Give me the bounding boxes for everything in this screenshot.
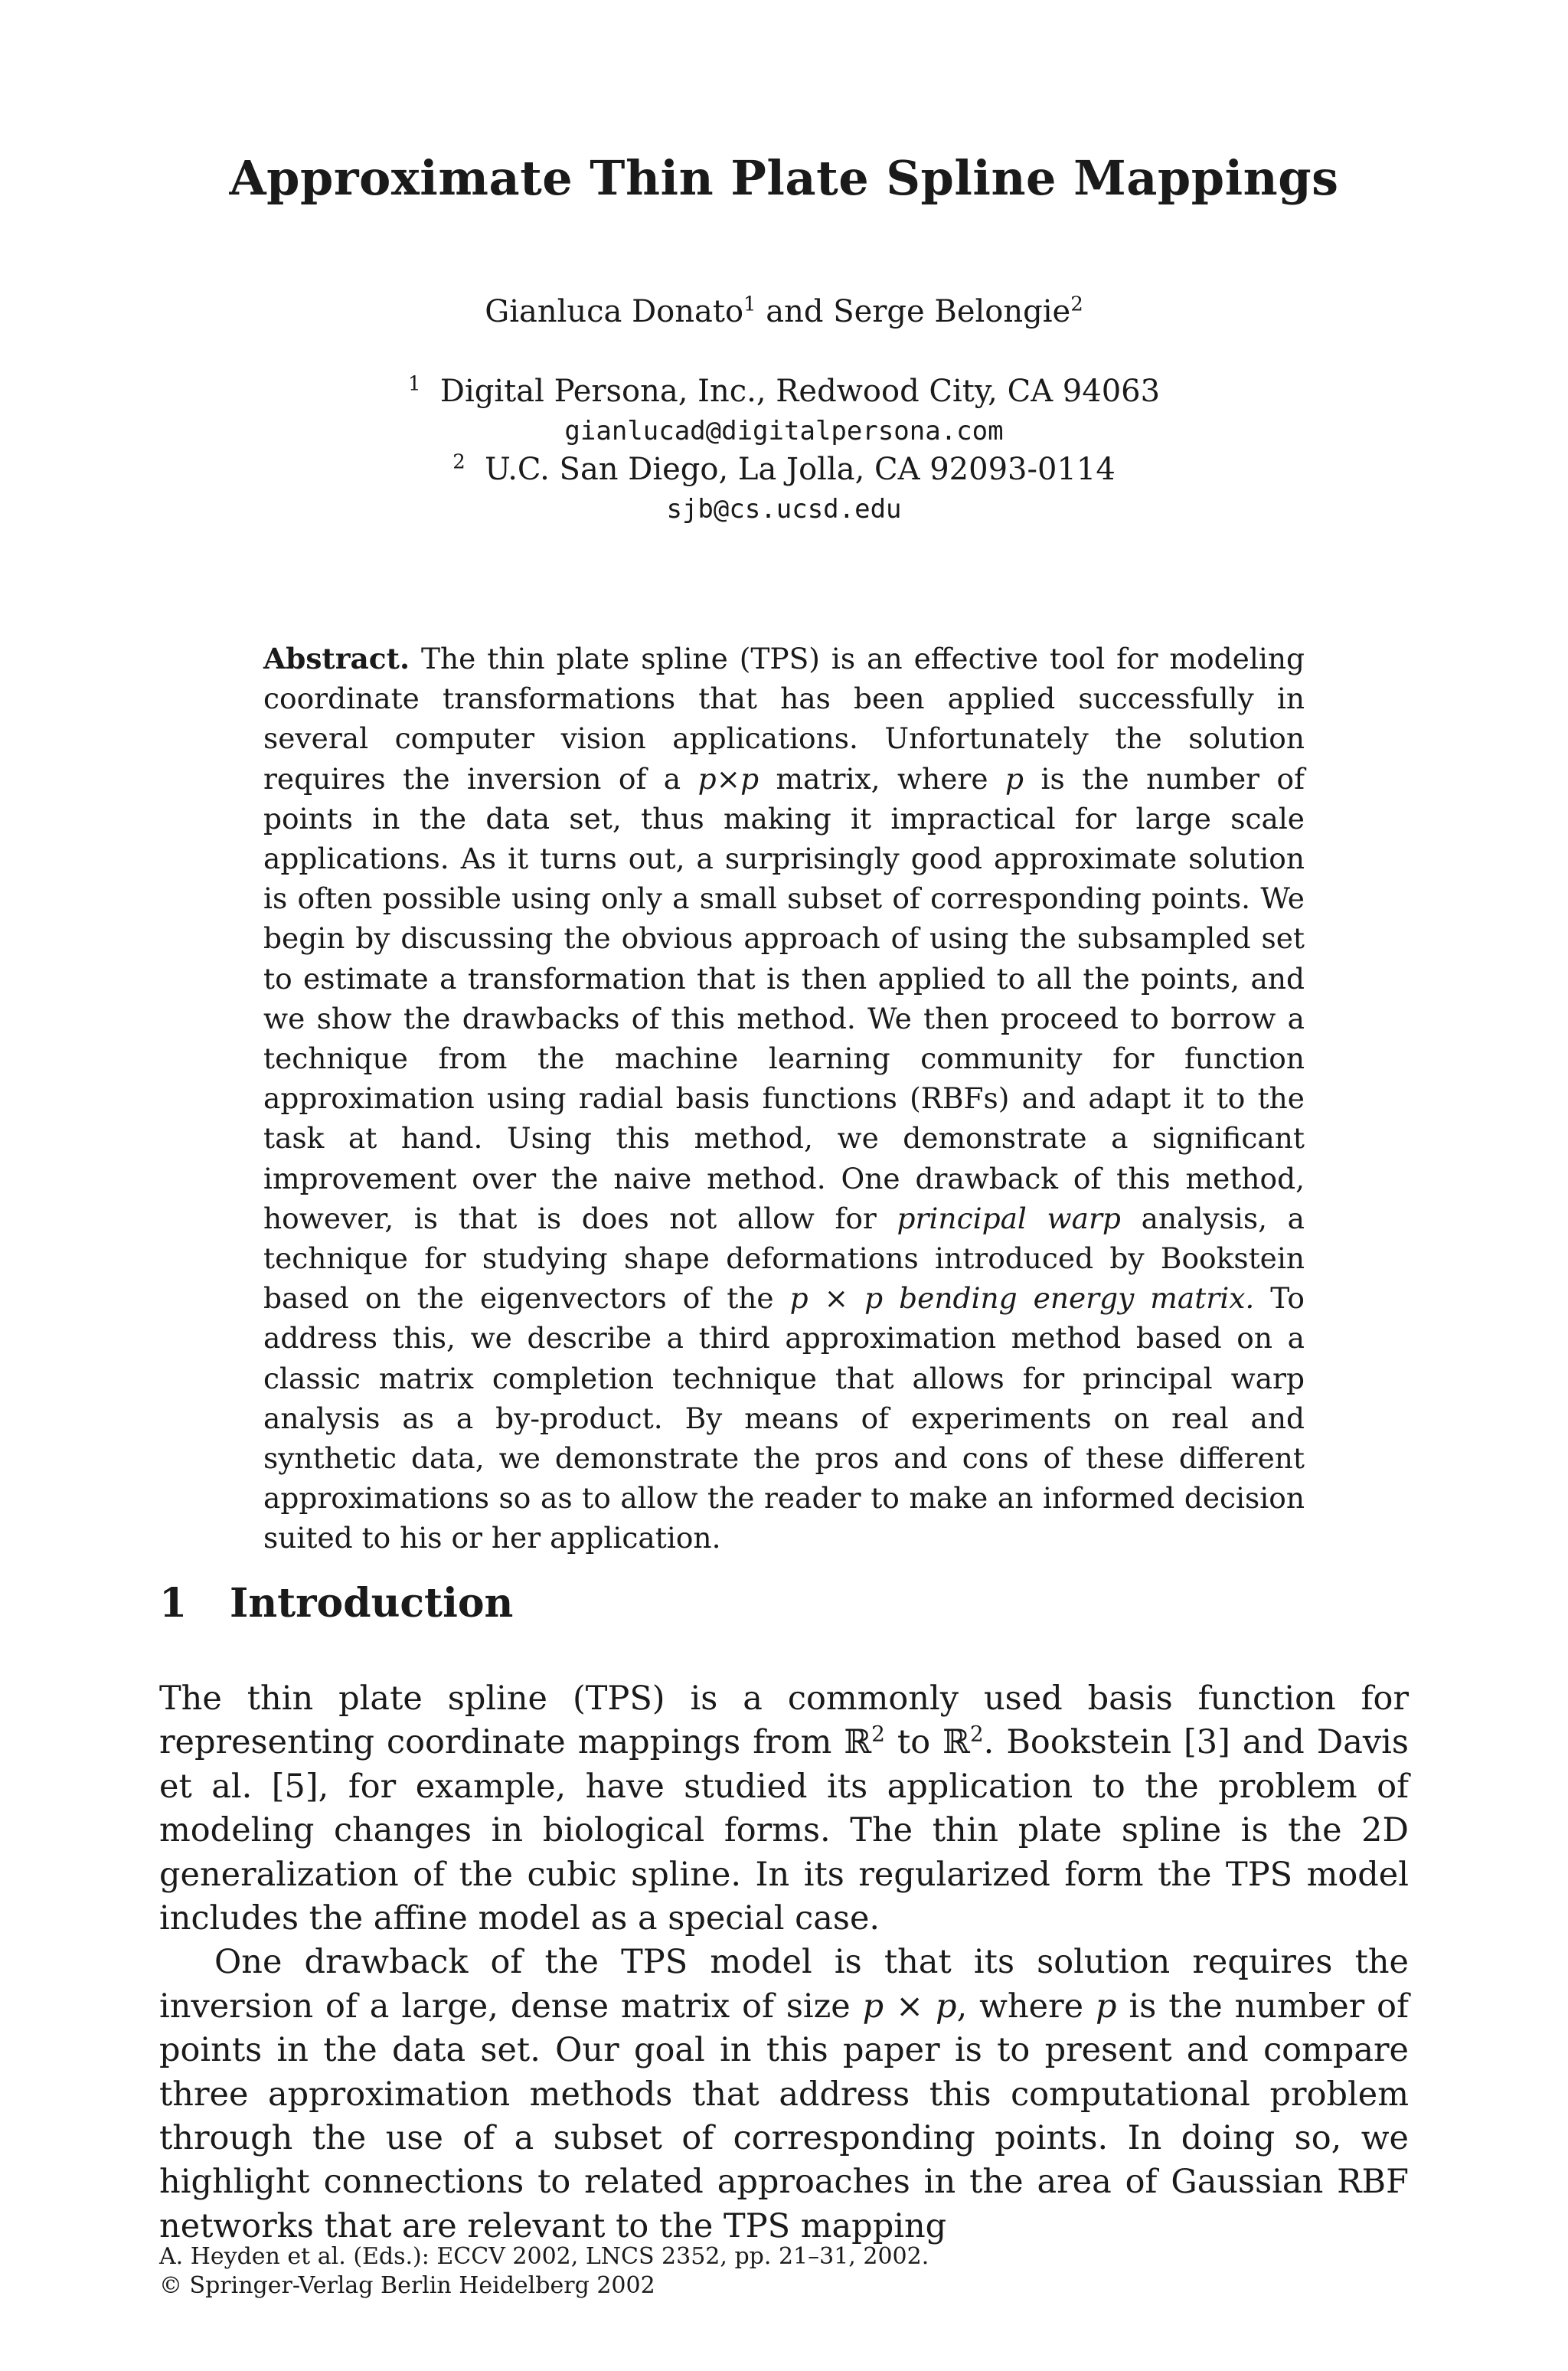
abstract-text-4: analysis, a technique for studying shape deformations introduced by Bookstein based on the eigenvectors of the [263, 1201, 1305, 1316]
section-title: Introduction [230, 1580, 514, 1627]
author-2: Serge Belongie [833, 294, 1071, 329]
abstract-emph-1: principal warp [897, 1201, 1121, 1235]
intro-p2-text-c: is the number of points in the data set. Our goal in this paper is to present and compare three approximation methods that address this computational problem through the use of a subset of corresponding points. In doing so, we highlight connections to related approaches in the area of Gaussian RBF networks that are relevant to the TPS mapping [159, 1987, 1409, 2245]
abstract-math-2: p [740, 761, 760, 796]
intro-paragraph-1 [159, 1677, 1409, 1941]
intro-p1-sup-2: 2 [969, 1722, 984, 1748]
author-1-mark: 1 [743, 293, 756, 316]
affiliation-1-org: Digital Persona, Inc., Redwood City, CA 94063 [439, 374, 1161, 409]
affiliation-1 [0, 374, 1568, 409]
abstract-text-3: is the number of points in the data set, thus making it impractical for large scale applications. As it turns out, a surprisingly good approximate solution is often possible using only a small subset of corresponding points. We begin by discussing the obvious approach of using the subsampled set to estimate a transformation that is then applied to all the points, and we show the drawbacks of this method. We then proceed to borrow a technique from the machine learning community for function approximation using radial basis functions (RBFs) and adapt it to the task at hand. Using this method, we demonstrate a significant improvement over the naive method. One drawback of this method, however, is that is does not allow for [263, 761, 1305, 1235]
abstract [263, 639, 1305, 1558]
intro-p1-sup-1: 2 [871, 1722, 885, 1748]
affiliation-2-email: sjb@cs.ucsd.edu [666, 494, 902, 525]
abstract-math-1: p [697, 761, 717, 796]
paper-title: Approximate Thin Plate Spline Mappings [229, 150, 1339, 206]
affiliation-2-mark: 2 [452, 450, 466, 474]
abstract-text-2: matrix, where [759, 761, 1006, 796]
author-conjunction: and [766, 294, 824, 329]
footer-copyright: © Springer-Verlag Berlin Heidelberg 2002 [159, 2272, 655, 2299]
abstract-math-3: p [1005, 761, 1024, 796]
intro-p2-math-1: p × p [862, 1987, 957, 2026]
intro-p2-text-a: One drawback of the TPS model is that its solution requires the inversion of a large, dense matrix of size [159, 1943, 1409, 2026]
intro-p1-text-a: The thin plate spline (TPS) is a commonly used basis function for representing coordinate mappings from ℝ [159, 1679, 1409, 1762]
intro-p2-math-2: p [1096, 1987, 1117, 2026]
affiliation-1-email: gianlucad@digitalpersona.com [564, 416, 1004, 446]
affiliation-1-mark: 1 [407, 372, 421, 396]
introduction-body [159, 1677, 1409, 2248]
affiliation-2 [0, 452, 1568, 487]
author-1: Gianluca Donato [485, 294, 744, 329]
section-heading [159, 1580, 513, 1627]
author-2-mark: 2 [1070, 293, 1083, 316]
footer-citation: A. Heyden et al. (Eds.): ECCV 2002, LNCS 2352, pp. 21–31, 2002. [159, 2243, 929, 2270]
abstract-text-5: To address this, we describe a third approximation method based on a classic matrix completion technique that allows for principal warp analysis as a by-product. By means of experiments on real and synthetic data, we demonstrate the pros and cons of these different approximations so as to allow the reader to make an informed decision suited to his or her application. [263, 1281, 1305, 1555]
abstract-text-1: The thin plate spline (TPS) is an effective tool for modeling coordinate transformations that has been applied successfully in several computer vision applications. Unfortunately the solution requires the inversion of a [263, 642, 1305, 796]
abstract-label: Abstract. [263, 642, 410, 675]
intro-p1-text-c: . Bookstein [3] and Davis et al. [5], for example, have studied its application to the problem of modeling changes in biological forms. The thin plate spline is the 2D generalization of the cubic spline. In its regularized form the TPS model includes the affine model as a special case. [159, 1723, 1409, 1938]
author-line [0, 294, 1568, 329]
intro-p1-text-b: to ℝ [884, 1723, 970, 1762]
intro-paragraph-2 [159, 1941, 1409, 2248]
abstract-times: × [716, 761, 741, 796]
publication-footer [159, 2242, 929, 2301]
intro-p2-text-b: , where [956, 1987, 1096, 2026]
affiliation-2-org: U.C. San Diego, La Jolla, CA 92093-0114 [485, 452, 1116, 487]
section-number: 1 [159, 1580, 188, 1627]
abstract-emph-2: p × p bending energy matrix. [789, 1281, 1255, 1316]
